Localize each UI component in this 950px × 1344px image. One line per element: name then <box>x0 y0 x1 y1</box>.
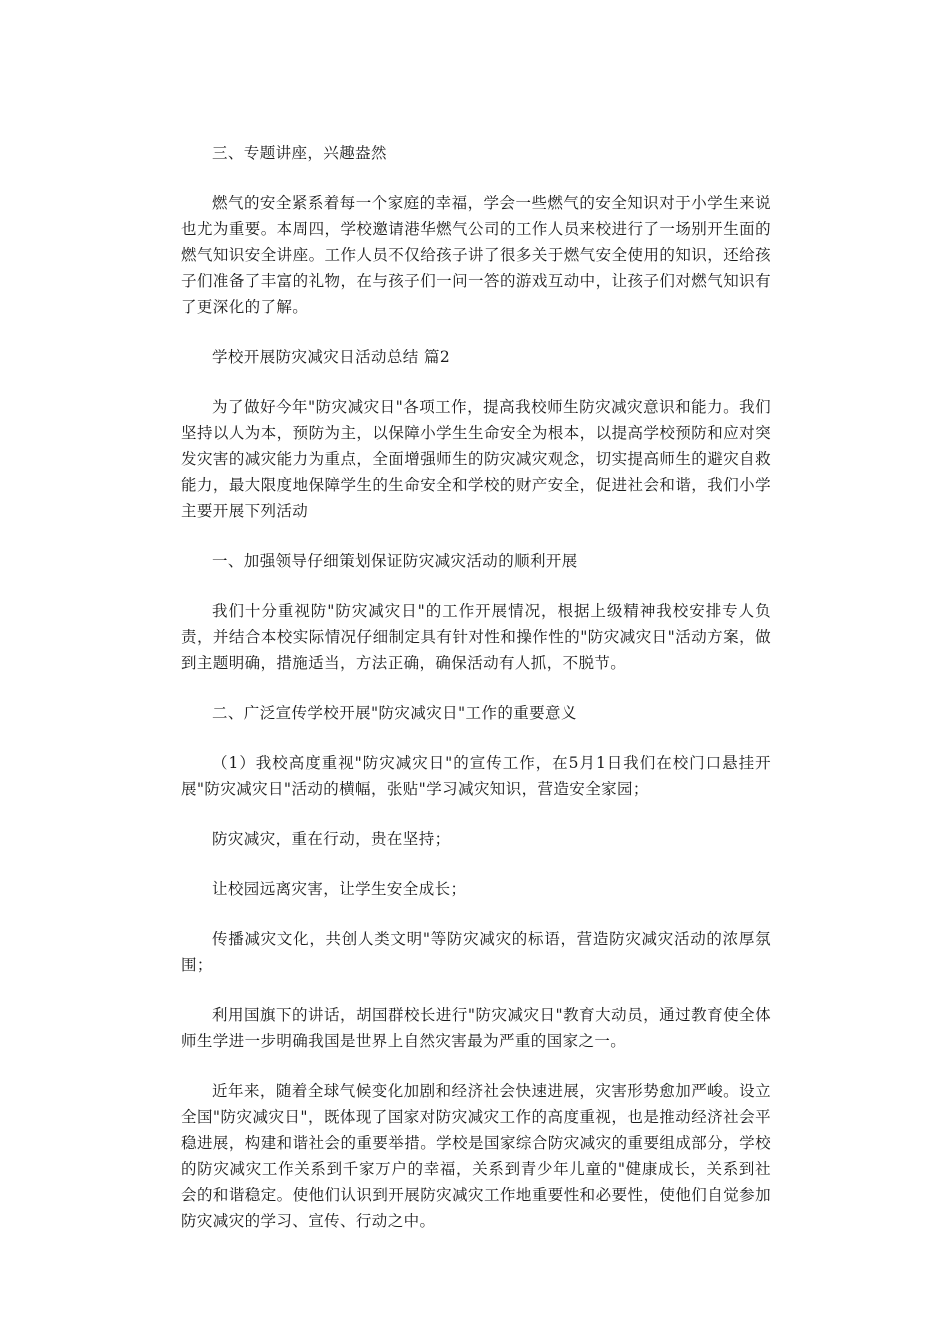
article-title-part2: 学校开展防灾减灾日活动总结 篇2 <box>212 348 451 366</box>
paragraph-publicity-1: （1）我校高度重视"防灾减灾日"的宣传工作，在5月1日我们在校门口悬挂开展"防灾减灾日"活动的横幅，张贴"学习减灾知识，营造安全家园； <box>181 754 771 798</box>
paragraph-intro: 为了做好今年"防灾减灾日"各项工作，提高我校师生防灾减灾意识和能力。我们坚持以人为本，预防为主，以保障小学生生命安全为根本，以提高学校预防和应对突发灾害的减灾能力为重点，全面增强师生的防灾减灾观念，切实提高师生的避灾自救能力，最大限度地保障学生的生命安全和学校的财产安全，促进社会和谐，我们小学主要开展下列活动 <box>181 398 771 520</box>
paragraph-slogan-2: 让校园远离灾害，让学生安全成长； <box>212 880 467 898</box>
section-heading-publicity: 二、广泛宣传学校开展"防灾减灾日"工作的重要意义 <box>212 704 577 722</box>
paragraph-gas-safety: 燃气的安全紧系着每一个家庭的幸福，学会一些燃气的安全知识对于小学生来说也尤为重要。本周四，学校邀请港华燃气公司的工作人员来校进行了一场别开生面的燃气知识安全讲座。工作人员不仅给孩子讲了很多关于燃气安全使用的知识，还给孩子们准备了丰富的礼物，在与孩子们一问一答的游戏互动中，让孩子们对燃气知识有了更深化的了解。 <box>181 194 771 316</box>
paragraph-slogan-3: 传播减灾文化，共创人类文明"等防灾减灾的标语，营造防灾减灾活动的浓厚氛围； <box>181 930 771 974</box>
paragraph-leadership: 我们十分重视防"防灾减灾日"的工作开展情况，根据上级精神我校安排专人负责，并结合本校实际情况仔细制定具有针对性和操作性的"防灾减灾日"活动方案，做到主题明确，措施适当，方法正确，确保活动有人抓，不脱节。 <box>181 602 771 672</box>
section-heading-leadership: 一、加强领导仔细策划保证防灾减灾活动的顺利开展 <box>212 552 578 570</box>
paragraph-flag-speech: 利用国旗下的讲话，胡国群校长进行"防灾减灾日"教育大动员，通过教育使全体师生学进一步明确我国是世界上自然灾害最为严重的国家之一。 <box>181 1006 771 1050</box>
paragraph-significance: 近年来，随着全球气候变化加剧和经济社会快速进展，灾害形势愈加严峻。设立全国"防灾减灾日"，既体现了国家对防灾减灾工作的高度重视，也是推动经济社会平稳进展，构建和谐社会的重要举措。学校是国家综合防灾减灾的重要组成部分，学校的防灾减灾工作关系到千家万户的幸福，关系到青少年儿童的"健康成长，关系到社会的和谐稳定。使他们认识到开展防灾减灾工作地重要性和必要性，使他们自觉参加防灾减灾的学习、宣传、行动之中。 <box>181 1082 771 1230</box>
document-body <box>181 140 771 1258</box>
paragraph-slogan-1: 防灾减灾，重在行动，贵在坚持； <box>212 830 451 848</box>
section-heading-lecture: 三、专题讲座，兴趣盎然 <box>212 144 387 162</box>
